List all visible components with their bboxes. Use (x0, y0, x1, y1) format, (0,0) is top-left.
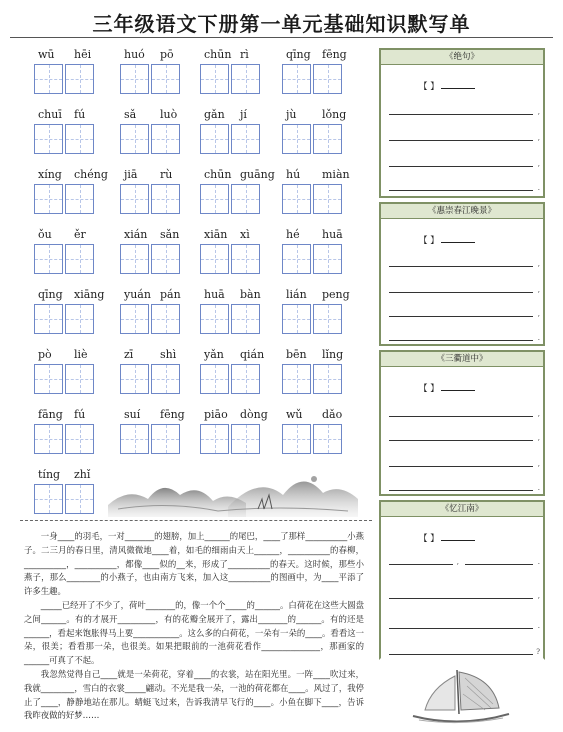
pinyin-label (282, 288, 362, 302)
pinyin-syllable: jí (240, 108, 247, 121)
tianzige-cell[interactable] (120, 304, 149, 334)
tianzige-cell[interactable] (34, 364, 63, 394)
tianzige-cell[interactable] (231, 424, 260, 454)
word-group (282, 408, 360, 460)
writing-cells (282, 124, 344, 154)
tianzige-cell[interactable] (34, 424, 63, 454)
tianzige-cell[interactable] (313, 124, 342, 154)
tianzige-cell[interactable] (231, 64, 260, 94)
pinyin-syllable: fú (74, 408, 86, 421)
writing-cells (120, 244, 182, 274)
writing-cells (120, 184, 182, 214)
tianzige-cell[interactable] (151, 184, 180, 214)
tianzige-cell[interactable] (151, 244, 180, 274)
pinyin-syllable: liè (74, 348, 88, 361)
word-group (34, 48, 112, 100)
pinyin-syllable: miàn (322, 168, 350, 181)
tianzige-cell[interactable] (65, 64, 94, 94)
pinyin-label (200, 108, 280, 122)
pinyin-syllable: dòng (240, 408, 268, 421)
pinyin-syllable: guāng (240, 168, 275, 181)
pinyin-grid-section (34, 48, 364, 518)
word-group (34, 288, 112, 340)
tianzige-cell[interactable] (200, 244, 229, 274)
poem-title: 《忆江南》 (381, 502, 543, 517)
tianzige-cell[interactable] (65, 244, 94, 274)
pinyin-syllable: rì (240, 48, 249, 61)
title-underline (10, 37, 553, 38)
tianzige-cell[interactable] (313, 304, 342, 334)
writing-cells (282, 304, 344, 334)
author-bracket: 【 】 (419, 384, 439, 394)
pinyin-syllable: bàn (240, 288, 261, 301)
writing-cells (34, 424, 96, 454)
pinyin-syllable: pán (160, 288, 181, 301)
pinyin-label (34, 348, 114, 362)
pinyin-label (282, 348, 362, 362)
pinyin-syllable: huó (124, 48, 145, 61)
writing-cells (282, 364, 344, 394)
word-group (34, 228, 112, 280)
tianzige-cell[interactable] (282, 244, 311, 274)
pinyin-label (200, 228, 280, 242)
pinyin-syllable: sǎ (124, 108, 137, 121)
word-group (120, 228, 198, 280)
tianzige-cell[interactable] (313, 184, 342, 214)
pinyin-syllable: fēng (160, 408, 185, 421)
writing-cells (200, 304, 262, 334)
pinyin-syllable: qián (240, 348, 265, 361)
pinyin-syllable: huā (204, 288, 225, 301)
tianzige-cell[interactable] (200, 364, 229, 394)
pinyin-syllable: chéng (74, 168, 108, 181)
passage-paragraph: 我忽然觉得自己____就是一朵荷花，穿着____的衣裳，站在阳光里。一阵____吹过来，我就________，雪白的衣裳_____翩动。不光是我一朵，一池的荷花都在____。风过了，我停止了____，静静地站在那儿。蜻蜓飞过来，告诉我清早飞行的____。小鱼在脚下____，告诉我昨夜做的好梦…… (24, 668, 364, 721)
pinyin-syllable: fāng (38, 408, 63, 421)
tianzige-cell[interactable] (65, 424, 94, 454)
pinyin-label (282, 228, 362, 242)
tianzige-cell[interactable] (34, 244, 63, 274)
writing-cells (282, 64, 344, 94)
tianzige-cell[interactable] (65, 364, 94, 394)
pinyin-syllable: jiā (124, 168, 138, 181)
pinyin-syllable: pō (160, 48, 174, 61)
pinyin-label (120, 288, 200, 302)
tianzige-cell[interactable] (65, 484, 94, 514)
pinyin-label (34, 228, 114, 242)
writing-cells (200, 244, 262, 274)
pinyin-syllable: shì (160, 348, 177, 361)
writing-cells (34, 244, 96, 274)
pinyin-syllable: wū (38, 48, 55, 61)
writing-cells (282, 424, 344, 454)
tianzige-cell[interactable] (313, 424, 342, 454)
pinyin-syllable: hēi (74, 48, 92, 61)
tianzige-cell[interactable] (231, 304, 260, 334)
writing-cells (200, 424, 262, 454)
pinyin-syllable: qīng (38, 288, 63, 301)
pinyin-label (34, 168, 114, 182)
tianzige-cell[interactable] (151, 124, 180, 154)
tianzige-cell[interactable] (120, 364, 149, 394)
tianzige-cell[interactable] (231, 364, 260, 394)
tianzige-cell[interactable] (120, 244, 149, 274)
writing-cells (282, 184, 344, 214)
writing-cells (34, 64, 96, 94)
pinyin-label (120, 348, 200, 362)
author-blank (419, 80, 475, 92)
tianzige-cell[interactable] (313, 364, 342, 394)
word-group (120, 108, 198, 160)
pinyin-label (120, 108, 200, 122)
word-group (200, 48, 278, 100)
pinyin-label (34, 288, 114, 302)
writing-cells (34, 484, 96, 514)
tianzige-cell[interactable] (34, 124, 63, 154)
pinyin-syllable: xián (124, 228, 148, 241)
poem-panel-sanqu: 《三衢道中》 【 】 , , , . (379, 350, 545, 496)
pinyin-label (282, 108, 362, 122)
tianzige-cell[interactable] (65, 184, 94, 214)
author-blank (419, 382, 475, 394)
word-group (200, 168, 278, 220)
word-group (282, 228, 360, 280)
word-group (200, 108, 278, 160)
poem-title: 《绝句》 (381, 50, 543, 65)
tianzige-cell[interactable] (34, 304, 63, 334)
author-blank (419, 532, 475, 544)
writing-cells (34, 364, 96, 394)
pinyin-syllable: bēn (286, 348, 307, 361)
pinyin-syllable: yǎn (204, 348, 224, 361)
pinyin-syllable: tíng (38, 468, 61, 481)
pinyin-syllable: rù (160, 168, 173, 181)
pinyin-syllable: xíng (38, 168, 62, 181)
pinyin-label (34, 48, 114, 62)
pinyin-syllable: luò (160, 108, 178, 121)
poem-panel-huichong: 《惠崇春江晚景》 【 】 , , , . (379, 202, 545, 346)
word-group (120, 408, 198, 460)
writing-cells (200, 124, 262, 154)
fill-blank-passage (24, 530, 364, 730)
tianzige-cell[interactable] (120, 124, 149, 154)
pinyin-syllable: jù (286, 108, 297, 121)
word-group (200, 288, 278, 340)
pinyin-label (120, 168, 200, 182)
tianzige-cell[interactable] (313, 64, 342, 94)
pinyin-syllable: fēng (322, 48, 347, 61)
pinyin-label (282, 48, 362, 62)
word-group (34, 348, 112, 400)
tianzige-cell[interactable] (282, 364, 311, 394)
pinyin-label (34, 468, 114, 482)
tianzige-cell[interactable] (65, 304, 94, 334)
writing-cells (200, 184, 262, 214)
word-group (282, 48, 360, 100)
tianzige-cell[interactable] (200, 184, 229, 214)
tianzige-cell[interactable] (231, 184, 260, 214)
poem-panel-jueju: 《绝句》 【 】 , , , . (379, 48, 545, 198)
pinyin-syllable: piāo (204, 408, 228, 421)
word-group (200, 228, 278, 280)
pinyin-label (282, 168, 362, 182)
tianzige-cell[interactable] (282, 64, 311, 94)
pinyin-syllable: hú (286, 168, 301, 181)
pinyin-label (200, 48, 280, 62)
pinyin-syllable: dǎo (322, 408, 343, 421)
author-bracket: 【 】 (419, 236, 439, 246)
poem-title: 《惠崇春江晚景》 (381, 204, 543, 219)
tianzige-cell[interactable] (34, 184, 63, 214)
writing-cells (120, 424, 182, 454)
writing-cells (34, 184, 96, 214)
writing-cells (34, 304, 96, 334)
author-blank (419, 234, 475, 246)
tianzige-cell[interactable] (34, 64, 63, 94)
pinyin-syllable: lián (286, 288, 307, 301)
pinyin-label (34, 108, 114, 122)
pinyin-label (200, 348, 280, 362)
pinyin-syllable: zhǐ (74, 468, 91, 481)
pinyin-syllable: suí (124, 408, 141, 421)
word-group (282, 348, 360, 400)
word-group (120, 288, 198, 340)
page-title: 三年级语文下册第一单元基础知识默写单 (92, 12, 471, 36)
pinyin-syllable: huā (322, 228, 343, 241)
pinyin-syllable: wǔ (286, 408, 303, 421)
pinyin-syllable: chūn (204, 48, 232, 61)
pinyin-label (120, 408, 200, 422)
word-group (282, 108, 360, 160)
word-group (200, 348, 278, 400)
pinyin-syllable: lǒng (322, 108, 347, 121)
word-group (120, 48, 198, 100)
pinyin-syllable: chuī (38, 108, 62, 121)
section-divider (20, 520, 372, 521)
pinyin-syllable: hé (286, 228, 300, 241)
author-bracket: 【 】 (419, 534, 439, 544)
pinyin-syllable: ěr (74, 228, 86, 241)
pinyin-syllable: yuán (124, 288, 151, 301)
ink-landscape-painting (108, 465, 358, 517)
pinyin-syllable: fú (74, 108, 86, 121)
pinyin-label (200, 288, 280, 302)
pinyin-syllable: pò (38, 348, 52, 361)
sailboat-illustration (405, 664, 515, 730)
pinyin-syllable: sǎn (160, 228, 180, 241)
pinyin-syllable: chūn (204, 168, 232, 181)
pinyin-syllable: xiān (204, 228, 228, 241)
writing-cells (282, 244, 344, 274)
pinyin-syllable: zī (124, 348, 134, 361)
pinyin-label (282, 408, 362, 422)
author-bracket: 【 】 (419, 82, 439, 92)
tianzige-cell[interactable] (200, 124, 229, 154)
tianzige-cell[interactable] (200, 424, 229, 454)
word-group (282, 288, 360, 340)
pinyin-syllable: ǒu (38, 228, 52, 241)
pinyin-label (120, 48, 200, 62)
pinyin-label (200, 168, 280, 182)
tianzige-cell[interactable] (151, 424, 180, 454)
word-group (282, 168, 360, 220)
word-group (34, 108, 112, 160)
tianzige-cell[interactable] (282, 304, 311, 334)
tianzige-cell[interactable] (65, 124, 94, 154)
writing-cells (34, 124, 96, 154)
tianzige-cell[interactable] (200, 304, 229, 334)
pinyin-label (34, 408, 114, 422)
tianzige-cell[interactable] (313, 244, 342, 274)
pinyin-syllable: gǎn (204, 108, 225, 121)
tianzige-cell[interactable] (282, 124, 311, 154)
pinyin-syllable: xì (240, 228, 250, 241)
tianzige-cell[interactable] (231, 124, 260, 154)
writing-cells (200, 64, 262, 94)
tianzige-cell[interactable] (282, 184, 311, 214)
word-group (120, 168, 198, 220)
word-group (200, 408, 278, 460)
tianzige-cell[interactable] (231, 244, 260, 274)
word-group (120, 348, 198, 400)
tianzige-cell[interactable] (120, 184, 149, 214)
passage-paragraph: 一身____的羽毛，一对_______的翅膀，加上______的尾巴，____了那样__________小燕子。二三月的春日里，清风微微地____着，如毛的细雨由天上______，__________的春柳，__________，__________，都像____似的__来，形成了__________的春天。这时候，那些小燕子，那么________的小燕子，也由南方飞来，加入这__________的图画中，为____平添了许多生趣。 (24, 531, 364, 597)
pinyin-syllable: xiāng (74, 288, 105, 301)
writing-cells (120, 364, 182, 394)
tianzige-cell[interactable] (34, 484, 63, 514)
writing-cells (200, 364, 262, 394)
pinyin-syllable: peng (322, 288, 350, 301)
tianzige-cell[interactable] (200, 64, 229, 94)
word-group (34, 468, 112, 520)
word-group (34, 408, 112, 460)
tianzige-cell[interactable] (151, 304, 180, 334)
tianzige-cell[interactable] (120, 424, 149, 454)
tianzige-cell[interactable] (120, 64, 149, 94)
tianzige-cell[interactable] (151, 364, 180, 394)
pinyin-syllable: lǐng (322, 348, 344, 361)
poem-title: 《三衢道中》 (381, 352, 543, 367)
word-group (34, 168, 112, 220)
writing-cells (120, 64, 182, 94)
tianzige-cell[interactable] (282, 424, 311, 454)
tianzige-cell[interactable] (151, 64, 180, 94)
writing-cells (120, 304, 182, 334)
writing-cells (120, 124, 182, 154)
pinyin-label (200, 408, 280, 422)
pinyin-label (120, 228, 200, 242)
passage-paragraph: _____已经开了不少了，荷叶_______的，像一个个_____的______。白荷花在这些大圆盘之间______。有的才展开_________，有的花瓣全展开了，露出_______的______。有的还是______，看起来饱胀得马上要___________。这么多的白荷花，一朵有一朵的____。看看这一朵，很美；看看那一朵，也很美。如果把眼前的一池荷花看作______________，那画家的______可真了不起。 (24, 599, 364, 666)
poem-panel-yijiangnan: 《忆江南》 【 】 , . , . ? (379, 500, 545, 660)
pinyin-syllable: qīng (286, 48, 311, 61)
